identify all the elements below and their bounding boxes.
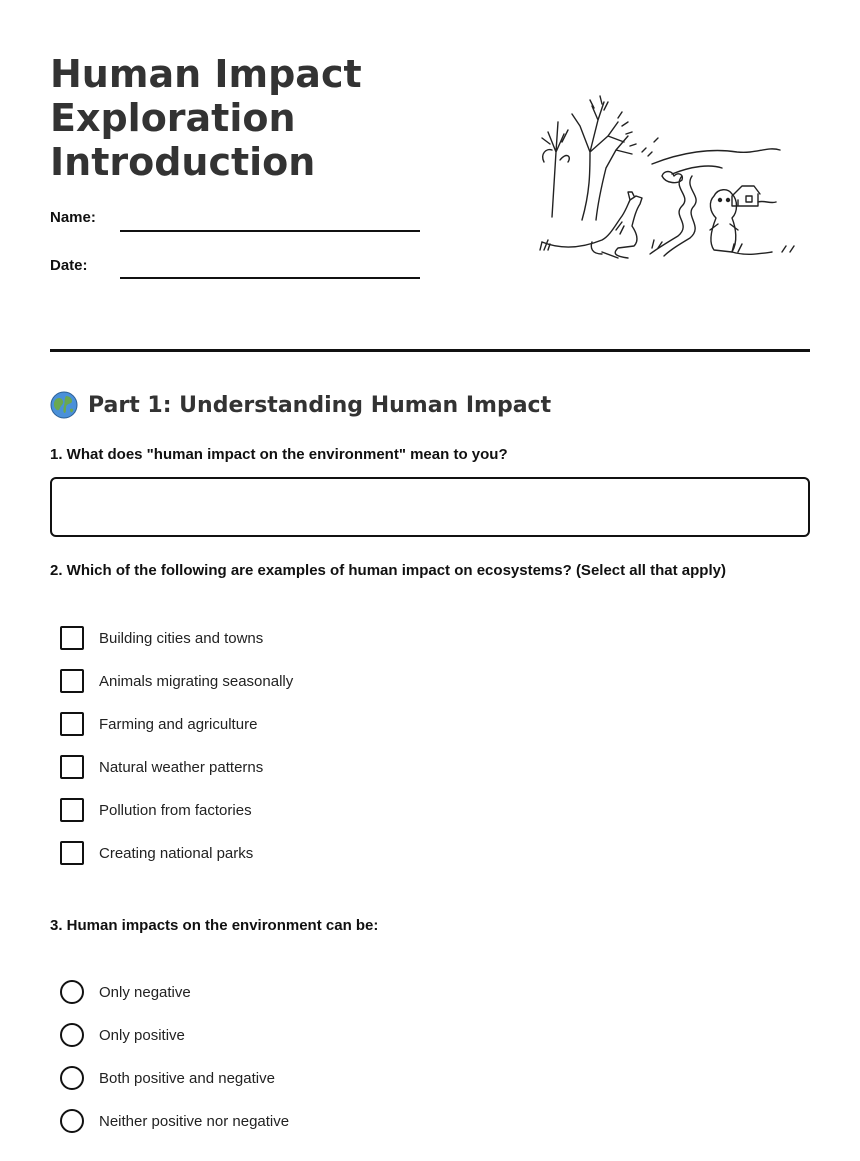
q2-option-1[interactable]: [60, 626, 263, 650]
q3-option-4-label: Neither positive nor negative: [99, 1112, 290, 1130]
q3-option-1[interactable]: [60, 980, 191, 1004]
question-1: 1. What does "human impact on the environment" mean to you?: [50, 446, 508, 463]
q2-option-3[interactable]: [60, 712, 257, 736]
landscape-illustration: [532, 92, 808, 264]
q3-option-2-radio[interactable]: [60, 1023, 84, 1047]
date-label: Date:: [50, 257, 88, 274]
q2-option-6-checkbox[interactable]: [60, 841, 84, 865]
q2-option-3-label: Farming and agriculture: [99, 715, 258, 733]
q2-option-5-label: Pollution from factories: [99, 801, 252, 819]
q3-option-3[interactable]: [60, 1066, 275, 1090]
q2-option-4[interactable]: [60, 755, 263, 779]
q3-option-2[interactable]: [60, 1023, 185, 1047]
name-label: Name:: [50, 209, 96, 226]
date-field[interactable]: [120, 277, 420, 279]
part1-heading: [50, 388, 551, 422]
title-line-2: Exploration: [50, 96, 296, 140]
q2-option-4-label: Natural weather patterns: [99, 758, 264, 776]
q3-option-3-radio[interactable]: [60, 1066, 84, 1090]
q2-option-2[interactable]: [60, 669, 293, 693]
q2-option-6[interactable]: [60, 841, 253, 865]
q2-option-5-checkbox[interactable]: [60, 798, 84, 822]
q2-option-4-checkbox[interactable]: [60, 755, 84, 779]
title-line-1: Human Impact: [50, 52, 362, 96]
q3-option-4-radio[interactable]: [60, 1109, 84, 1133]
part1-title: Part 1: Understanding Human Impact: [88, 392, 552, 418]
name-field[interactable]: [120, 230, 420, 232]
q2-option-6-label: Creating national parks: [99, 844, 254, 862]
question-3: 3. Human impacts on the environment can be:: [50, 917, 379, 934]
q2-option-1-checkbox[interactable]: [60, 626, 84, 650]
q2-option-3-checkbox[interactable]: [60, 712, 84, 736]
q3-option-4[interactable]: [60, 1109, 289, 1133]
page-title: [50, 52, 470, 184]
q2-option-2-label: Animals migrating seasonally: [99, 672, 294, 690]
section-divider: [50, 349, 810, 352]
q2-option-5[interactable]: [60, 798, 252, 822]
question-2: 2. Which of the following are examples of human impact on ecosystems? (Select all that apply): [50, 562, 726, 579]
q2-option-1-label: Building cities and towns: [99, 629, 264, 647]
title-line-3: Introduction: [50, 140, 316, 184]
q2-option-2-checkbox[interactable]: [60, 669, 84, 693]
globe-icon: [50, 391, 78, 419]
q3-option-1-radio[interactable]: [60, 980, 84, 1004]
q3-option-2-label: Only positive: [99, 1026, 185, 1044]
q3-option-3-label: Both positive and negative: [99, 1069, 275, 1087]
question-1-answer-input[interactable]: [50, 477, 810, 537]
q3-option-1-label: Only negative: [99, 983, 191, 1001]
